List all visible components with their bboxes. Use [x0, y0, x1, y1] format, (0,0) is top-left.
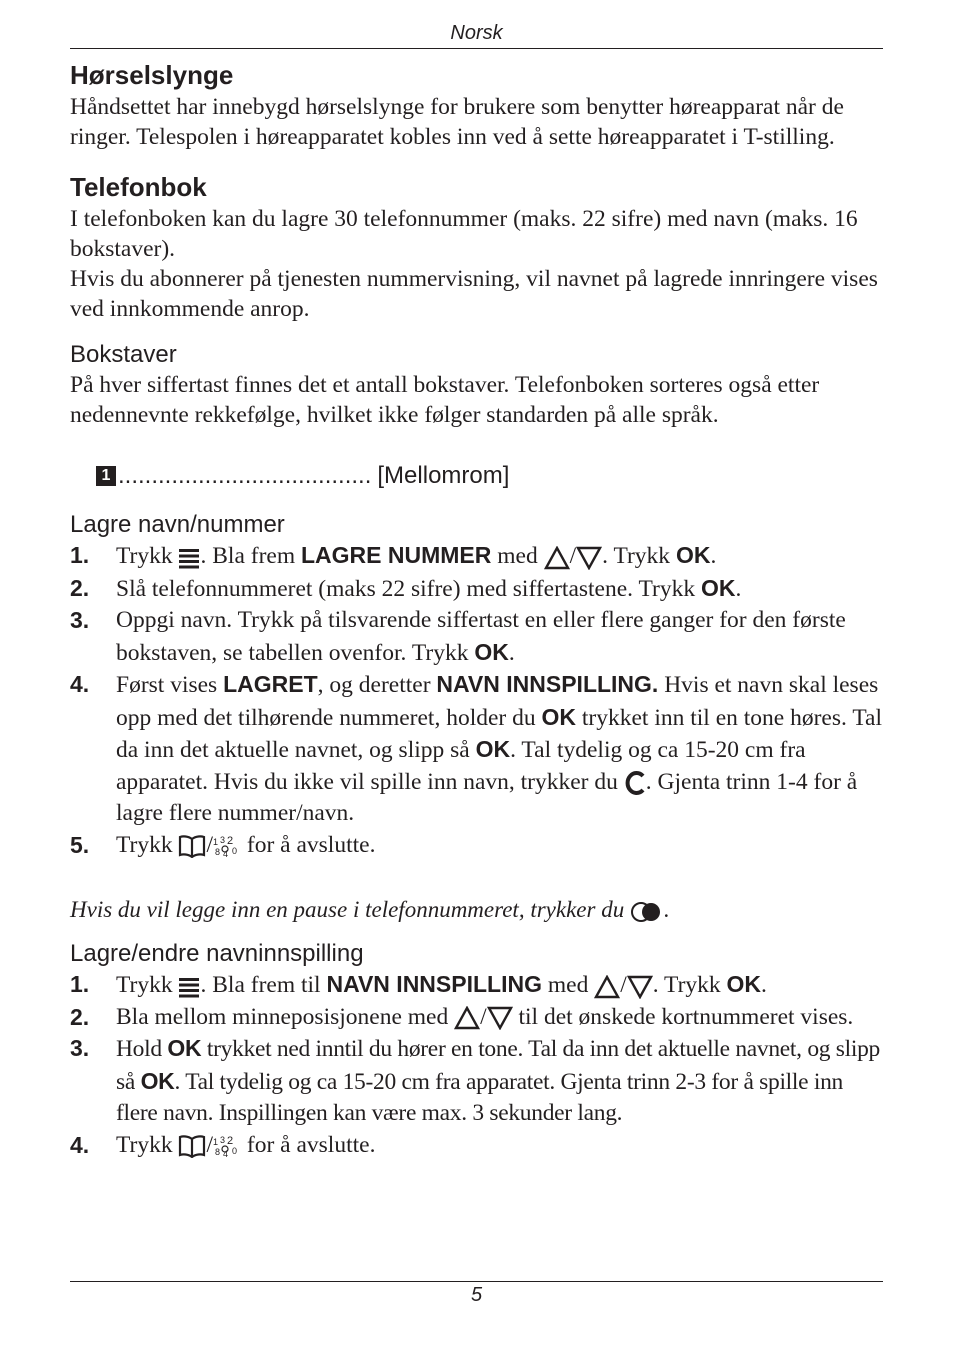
step-text: Trykk: [116, 1131, 179, 1158]
step-text: trykket inn til en tone høres. Tal da inn det aktuelle navnet, og slipp så: [116, 704, 882, 763]
steps-endre: [70, 969, 885, 1161]
keyword: LAGRE NUMMER: [300, 542, 492, 568]
key-dots: ......................................: [118, 462, 372, 489]
step-text: Hold: [116, 1036, 168, 1062]
step-number: 4.: [70, 671, 90, 697]
step-text: . Tal tydelig og ca 15-20 cm fra apparatet. Hvis du ikke vil spille inn navn, trykker du: [116, 737, 806, 795]
step-number: 2.: [70, 1003, 90, 1030]
step-text: for å avslutte.: [241, 1131, 376, 1158]
step-item: 2. Bla mellom minneposisjonene med / til det ønskede kortnummeret vises.: [70, 1002, 885, 1034]
paragraph-telefonbok-2: Hvis du abonnerer på tjenesten nummervisning, vil navnet på lagrede innringere vises ved innkommende anrop.: [70, 266, 878, 322]
keyword: NAVN INNSPILLING.: [436, 671, 659, 697]
down-arrow-icon: [627, 975, 653, 999]
step-text: , og deretter: [317, 672, 437, 698]
up-arrow-icon: [594, 975, 620, 999]
step-text: Bla mellom minneposisjonene med: [116, 1003, 455, 1030]
key-table-row: [96, 460, 885, 492]
paragraph-telefonbok-1: I telefonboken kan du lagre 30 telefonnummer (maks. 22 sifre) med navn (maks. 16 bokstaver).: [70, 206, 858, 262]
svg-text:3: 3: [220, 1135, 226, 1146]
keyword: NAVN INNSPILLING: [326, 971, 542, 997]
svg-text:3: 3: [220, 835, 226, 846]
paragraph-horselslynge: Håndsettet har innebygd hørselslynge for brukere som benytter høreapparat når de ringer. Telespolen i høreapparatet kobles inn ved å sette høreapparatet i T-stilling.: [70, 94, 844, 150]
step-text: . Bla frem: [200, 543, 301, 569]
svg-text:4: 4: [223, 1149, 229, 1159]
step-text: Trykk: [116, 972, 179, 998]
pause-note: [70, 895, 885, 925]
svg-text:8: 8: [215, 1147, 221, 1158]
step-text: .: [735, 575, 742, 602]
heading-horselslynge: Hørselslynge: [70, 60, 234, 90]
step-item: [70, 605, 885, 669]
step-item: 1. Trykk . Bla frem LAGRE NUMMER med / . Trykk OK.: [70, 542, 717, 569]
page-content: [70, 58, 885, 1161]
keypad-icon: [213, 1134, 241, 1158]
up-arrow-icon: [454, 1006, 480, 1030]
step-text: Oppgi navn. Trykk på tilsvarende siffertast en eller flere ganger for den første bokstaven, se tabellen ovenfor. Trykk: [116, 607, 846, 666]
step-text: . Bla frem til: [200, 972, 327, 998]
note-end: .: [663, 897, 670, 922]
step-text: Slå telefonnummeret (maks 22 sifre) med siffertastene. Trykk: [116, 575, 701, 602]
step-number: 3.: [70, 1035, 90, 1061]
menu-icon: [178, 976, 200, 998]
paragraph-bokstaver: På hver siffertast finnes det et antall bokstaver. Telefonboken sorteres også etter nedennevnte rekkefølge, hvilket ikke følger standarden på alle språk.: [70, 372, 820, 428]
key-1-box: 1: [96, 466, 116, 486]
svg-text:0: 0: [232, 1146, 238, 1157]
phonebook-icon: [178, 834, 206, 858]
step-text: til det ønskede kortnummeret vises.: [512, 1003, 854, 1030]
step-text: .: [508, 639, 515, 666]
step-text: for å avslutte.: [241, 831, 376, 858]
keyword: OK: [474, 638, 509, 665]
step-text: Først vises: [116, 672, 224, 698]
step-item: 5. Trykk / 1 3 2 8 4 0 for å avslutte.: [70, 830, 885, 862]
keyword: OK: [726, 971, 762, 997]
svg-text:2: 2: [227, 1135, 234, 1148]
step-item: 1. Trykk . Bla frem til NAVN INNSPILLING med / . Trykk OK.: [70, 971, 767, 998]
down-arrow-icon: [576, 546, 602, 570]
heading-lagre-navn-nummer: Lagre navn/nummer: [70, 511, 285, 538]
step-item: 4. Trykk / 1 3 2 8 4 0 for å avslutte.: [70, 1130, 885, 1162]
keyword: OK: [475, 736, 511, 762]
svg-text:1: 1: [213, 1137, 219, 1148]
step-item: [70, 1033, 885, 1130]
step-text: . Trykk: [652, 972, 727, 998]
step-number: 3.: [70, 607, 90, 633]
step-text: .: [710, 543, 717, 569]
down-arrow-icon: [487, 1006, 513, 1030]
keyword: LAGRET: [223, 671, 318, 697]
step-number: 1.: [70, 971, 90, 997]
step-text: . Gjenta trinn 1-4 for å lagre flere nummer/navn.: [116, 768, 858, 826]
svg-text:8: 8: [215, 847, 221, 858]
step-text: Trykk: [116, 831, 179, 858]
keypad-icon: [213, 834, 241, 858]
phonebook-icon: [178, 1134, 206, 1158]
pause-icon: [630, 901, 664, 923]
footer-rule: [70, 1281, 883, 1282]
step-text: Hvis et navn skal leses opp med det tilhørende nummeret, holder du: [116, 672, 879, 731]
keyword: OK: [140, 1067, 175, 1094]
svg-text:2: 2: [227, 835, 234, 848]
heading-telefonbok: Telefonbok: [70, 172, 207, 202]
up-arrow-icon: [544, 546, 570, 570]
step-number: 4.: [70, 1131, 90, 1158]
key-value: [Mellomrom]: [377, 462, 510, 489]
keyword: OK: [700, 574, 736, 601]
clear-c-icon: [624, 770, 646, 796]
step-item: [70, 669, 885, 830]
step-number: 1.: [70, 542, 90, 568]
step-number: 5.: [70, 831, 90, 858]
heading-lagre-endre: Lagre/endre navninnspilling: [70, 940, 364, 967]
heading-bokstaver: Bokstaver: [70, 341, 177, 368]
keyword: OK: [167, 1035, 202, 1061]
step-number: 2.: [70, 574, 90, 601]
svg-text:4: 4: [223, 849, 229, 859]
step-text: trykket ned inntil du hører en tone. Tal da inn det aktuelle navnet, og slipp så: [116, 1036, 880, 1095]
page-header-language: Norsk: [450, 22, 503, 44]
svg-text:1: 1: [213, 837, 219, 848]
step-text: Trykk: [116, 543, 179, 569]
step-text: med: [491, 543, 544, 569]
step-item: [70, 573, 885, 606]
note-text: Hvis du vil legge inn en pause i telefonnummeret, trykker du: [70, 897, 630, 922]
step-text: med: [541, 972, 595, 998]
header-rule: [70, 48, 883, 49]
keyword: OK: [675, 542, 711, 568]
svg-text:0: 0: [232, 846, 238, 857]
steps-lagre: [70, 540, 885, 861]
step-text: . Trykk: [602, 543, 676, 569]
page-number: 5: [470, 1284, 483, 1306]
menu-icon: [178, 547, 200, 569]
step-text: . Tal tydelig og ca 15-20 cm fra apparatet. Gjenta trinn 2-3 for å spille inn flere navn. Inspillingen kan være max. 3 sekunder lang.: [116, 1068, 843, 1126]
keyword: OK: [541, 703, 577, 730]
step-text: .: [761, 972, 767, 998]
